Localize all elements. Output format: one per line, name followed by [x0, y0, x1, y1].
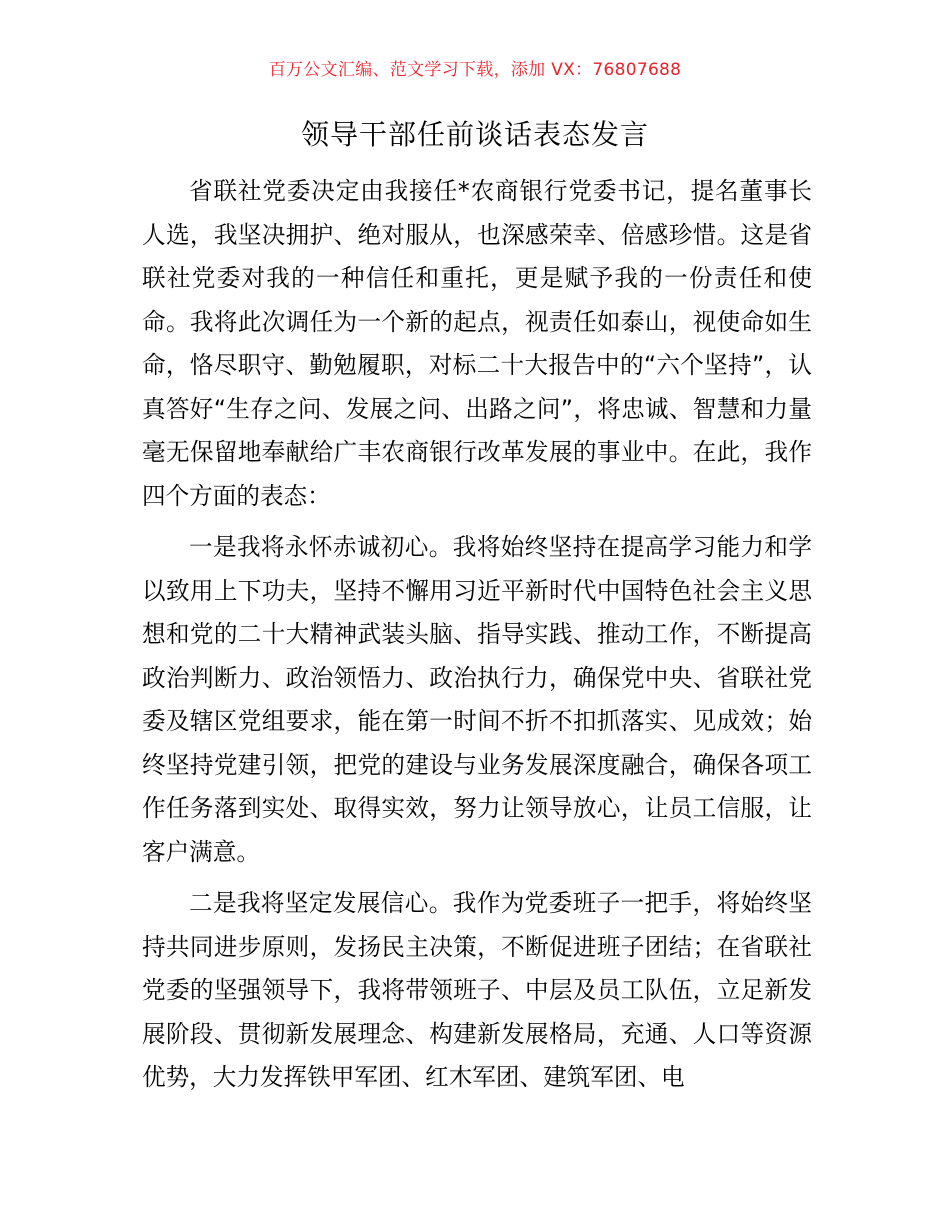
- paragraph-point-one: 一是我将永怀赤诚初心。我将始终坚持在提高学习能力和学以致用上下功夫，坚持不懈用习近平新时代中国特色社会主义思想和党的二十大精神武装头脑、指导实践、推动工作，不断提高政治判断力、政治领悟力、政治执行力，确保党中央、省联社党委及辖区党组要求，能在第一时间不折不扣抓落实、见成效；始终坚持党建引领，把党的建设与业务发展深度融合，确保各项工作任务落到实处、取得实效，努力让领导放心，让员工信服，让客户满意。: [142, 533, 812, 866]
- document-body: [142, 170, 812, 1108]
- header-banner: 百万公文汇编、范文学习下载，添加 VX：76807688: [268, 60, 682, 80]
- paragraph-intro: 省联社党委决定由我接任*农商银行党委书记，提名董事长人选，我坚决拥护、绝对服从，也深感荣幸、倍感珍惜。这是省联社党委对我的一种信任和重托，更是赋予我的一份责任和使命。我将此次调任为一个新的起点，视责任如泰山，视使命如生命，恪尽职守、勤勉履职，对标二十大报告中的“六个坚持”，认真答好“生存之问、发展之问、出路之问”，将忠诚、智慧和力量毫无保留地奉献给广丰农商银行改革发展的事业中。在此，我作四个方面的表态：: [142, 177, 812, 510]
- document-title: 领导干部任前谈话表态发言: [300, 118, 649, 151]
- paragraph-point-two: 二是我将坚定发展信心。我作为党委班子一把手，将始终坚持共同进步原则，发扬民主决策，不断促进班子团结；在省联社党委的坚强领导下，我将带领班子、中层及员工队伍，立足新发展阶段、贯彻新发展理念、构建新发展格局，充通、人口等资源优势，大力发挥铁甲军团、红木军团、建筑军团、电: [142, 889, 812, 1091]
